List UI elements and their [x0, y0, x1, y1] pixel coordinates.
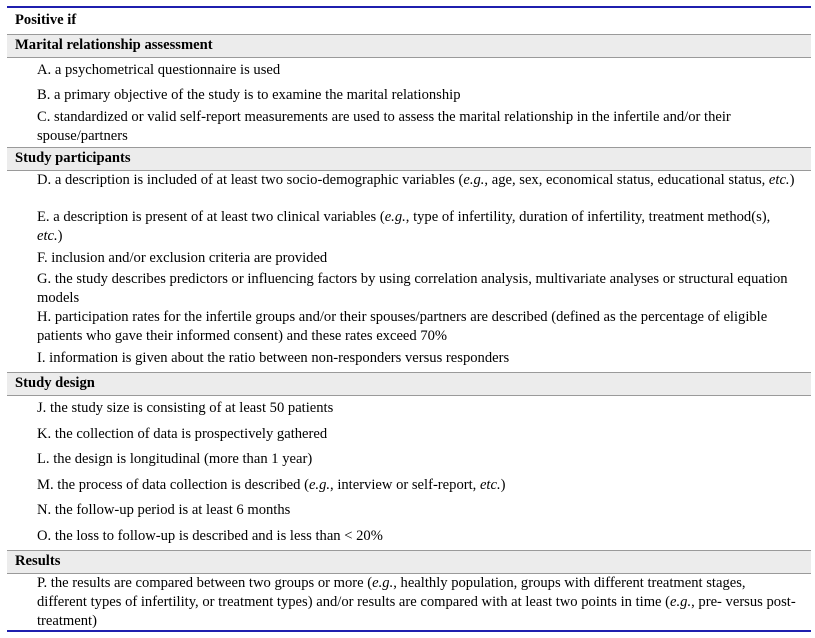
criterion-a: A. a psychometrical questionnaire is used: [37, 62, 281, 78]
criterion-m: M. the process of data collection is described (e.g., interview or self-report, etc.): [37, 477, 506, 493]
section-title: Study design: [15, 375, 95, 391]
section-study-design: [7, 373, 811, 395]
section-divider: [7, 395, 811, 396]
section-study-participants: [7, 148, 811, 170]
criterion-b: B. a primary objective of the study is to examine the marital relationship: [37, 87, 461, 103]
criterion-l: L. the design is longitudinal (more than 1 year): [37, 451, 313, 467]
criterion-c: C. standardized or valid self-report measurements are used to assess the marital relationship in the infertile and/or their spouse/partners: [37, 109, 731, 144]
section-divider: [7, 57, 811, 58]
criterion-e: E. a description is present of at least two clinical variables (e.g., type of infertility, duration of infertility, treatment method(s), etc.): [37, 209, 771, 244]
section-title: Marital relationship assessment: [15, 37, 213, 53]
section-marital-relationship: [7, 35, 811, 57]
section-results: [7, 551, 811, 573]
section-title: Results: [15, 553, 61, 569]
criterion-h: H. participation rates for the infertile groups and/or their spouses/partners are described (defined as the percentage of eligible patients who gave their informed consent) and these rates exceed 70%: [37, 309, 768, 344]
table-bottom-rule: [7, 630, 811, 632]
criterion-g: G. the study describes predictors or influencing factors by using correlation analysis, multivariate analyses or structural equation models: [37, 271, 788, 306]
criterion-f: F. inclusion and/or exclusion criteria are provided: [37, 250, 328, 266]
criterion-d: D. a description is included of at least two socio-demographic variables (e.g., age, sex, economical status, educational status, etc.): [37, 172, 795, 188]
criterion-k: K. the collection of data is prospectively gathered: [37, 426, 328, 442]
criterion-p: P. the results are compared between two groups or more (e.g., healthly population, groups with different treatment stages, different types of infertility, or treatment types) and/or results are compared with at least two points in time (e.g., pre- versus post-treatment): [37, 575, 796, 629]
table-top-rule: [7, 6, 811, 8]
criterion-j: J. the study size is consisting of at least 50 patients: [37, 400, 334, 416]
section-title: Study participants: [15, 150, 131, 166]
criterion-o: O. the loss to follow-up is described and is less than < 20%: [37, 528, 383, 544]
criterion-n: N. the follow-up period is at least 6 months: [37, 502, 291, 518]
criterion-i: I. information is given about the ratio between non-responders versus responders: [37, 350, 510, 366]
header-title: Positive if: [15, 12, 77, 28]
table-header: [7, 9, 811, 33]
